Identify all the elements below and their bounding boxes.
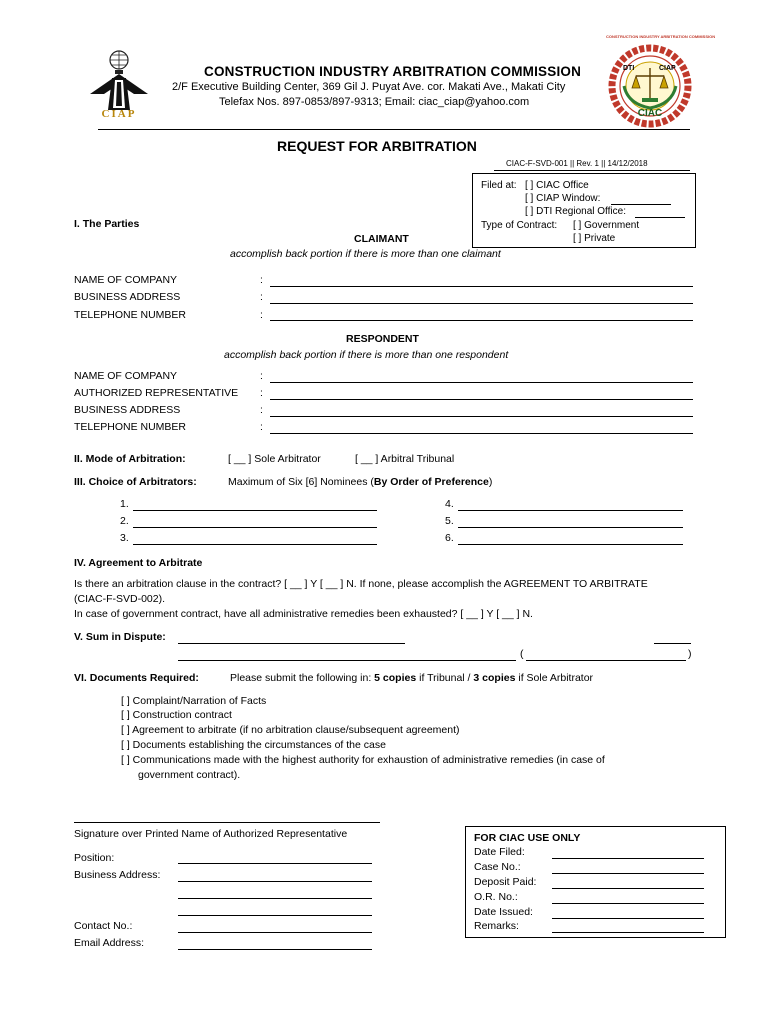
document-checkbox-item[interactable]: [ ] Agreement to arbitrate (if no arbitration clause/subsequent agreement)	[121, 724, 460, 736]
nominee-5-field[interactable]	[458, 527, 683, 528]
claimant-note: accomplish back portion if there is more than one claimant	[230, 248, 501, 260]
section-mode: II. Mode of Arbitration:	[74, 453, 186, 465]
dti-office-line[interactable]	[635, 217, 685, 218]
remarks-field[interactable]	[552, 932, 704, 933]
filed-at-ciap-window[interactable]: [ ] CIAP Window:	[525, 193, 601, 204]
nominee-number: 3.	[120, 532, 129, 544]
nominee-4-field[interactable]	[458, 510, 683, 511]
header-divider	[98, 129, 690, 130]
claimant-address-label: BUSINESS ADDRESS	[74, 291, 181, 303]
position-field[interactable]	[178, 863, 372, 864]
date-issued-label: Date Issued:	[474, 906, 533, 918]
ciac-logo-ciap: CIAP	[659, 65, 676, 72]
agreement-question-2: In case of government contract, have all administrative remedies been exhausted? [ __ ] Y [ __ ] N.	[74, 608, 533, 620]
date-issued-field[interactable]	[552, 918, 704, 919]
colon: :	[260, 309, 263, 321]
respondent-phone-field[interactable]	[270, 433, 693, 434]
section-documents: VI. Documents Required:	[74, 672, 199, 684]
respondent-note: accomplish back portion if there is more than one respondent	[224, 349, 509, 361]
form-code: CIAC-F-SVD-001 || Rev. 1 || 14/12/2018	[506, 159, 648, 168]
email-address-field[interactable]	[178, 949, 372, 950]
nominee-number: 4.	[445, 498, 454, 510]
documents-intro-b: 5 copies	[374, 672, 417, 684]
or-no-field[interactable]	[552, 903, 704, 904]
contact-no-field[interactable]	[178, 932, 372, 933]
claimant-heading: CLAIMANT	[354, 233, 409, 245]
case-no-label: Case No.:	[474, 861, 521, 873]
document-checkbox-item[interactable]: [ ] Communications made with the highest authority for exhaustion of administrative remedies (in case of	[121, 754, 605, 766]
business-address-field-1[interactable]	[178, 881, 372, 882]
documents-intro-c: if Tribunal /	[416, 672, 474, 684]
ciac-logo-text: CIAC	[637, 108, 663, 119]
choice-note-bold: By Order of Preference	[373, 476, 489, 488]
deposit-paid-label: Deposit Paid:	[474, 876, 537, 888]
remarks-label: Remarks:	[474, 920, 519, 932]
ciap-window-line[interactable]	[611, 204, 671, 205]
nominee-3-field[interactable]	[133, 544, 377, 545]
filed-at-label: Filed at:	[481, 180, 517, 191]
colon: :	[260, 274, 263, 286]
documents-intro-a: Please submit the following in:	[230, 672, 375, 684]
org-name: CONSTRUCTION INDUSTRY ARBITRATION COMMISSION	[204, 64, 582, 79]
sum-figures-field[interactable]	[526, 660, 686, 661]
filed-at-box	[472, 173, 696, 248]
claimant-phone-label: TELEPHONE NUMBER	[74, 309, 187, 321]
org-contacts: Telefax Nos. 897-0853/897-9313; Email: ciac_ciap@yahoo.com	[219, 96, 530, 108]
documents-intro	[230, 672, 593, 684]
ciac-logo-dti: DTI	[623, 65, 635, 72]
email-address-label: Email Address:	[74, 937, 145, 949]
sum-paren-close: )	[688, 648, 692, 660]
documents-intro-e: if Sole Arbitrator	[515, 672, 594, 684]
business-address-field-2[interactable]	[178, 898, 372, 899]
nominee-number: 6.	[445, 532, 454, 544]
contract-private[interactable]: [ ] Private	[573, 233, 616, 244]
org-address: 2/F Executive Building Center, 369 Gil J. Puyat Ave. cor. Makati Ave., Makati City	[172, 81, 566, 93]
colon: :	[260, 370, 263, 382]
colon: :	[260, 404, 263, 416]
section-parties: I. The Parties	[74, 218, 140, 230]
contract-type-label: Type of Contract:	[481, 220, 558, 231]
claimant-phone-field[interactable]	[270, 320, 693, 321]
signature-line[interactable]	[74, 822, 380, 823]
section-choice: III. Choice of Arbitrators:	[74, 476, 197, 488]
ciac-use-box	[465, 826, 726, 938]
choice-note-prefix: Maximum of Six [6] Nominees (	[228, 476, 374, 488]
respondent-address-field[interactable]	[270, 416, 693, 417]
documents-intro-d: 3 copies	[473, 672, 516, 684]
deposit-paid-field[interactable]	[552, 888, 704, 889]
contract-government[interactable]: [ ] Government	[573, 220, 640, 231]
nominee-number: 2.	[120, 515, 129, 527]
nominee-1-field[interactable]	[133, 510, 377, 511]
nominee-6-field[interactable]	[458, 544, 683, 545]
nominee-number: 5.	[445, 515, 454, 527]
date-filed-field[interactable]	[552, 858, 704, 859]
filed-at-ciac-office[interactable]: [ ] CIAC Office	[525, 180, 589, 191]
nominee-number: 1.	[120, 498, 129, 510]
ciac-logo	[606, 34, 716, 128]
respondent-heading: RESPONDENT	[346, 333, 419, 345]
sum-words-field-end[interactable]	[654, 643, 691, 644]
ciap-logo-text: CIAP	[101, 108, 137, 120]
sum-paren-open: (	[520, 648, 524, 660]
sum-words-field-2[interactable]	[178, 660, 516, 661]
respondent-representative-field[interactable]	[270, 399, 693, 400]
date-filed-label: Date Filed:	[474, 846, 525, 858]
business-address-field-3[interactable]	[178, 915, 372, 916]
document-checkbox-item[interactable]: [ ] Complaint/Narration of Facts	[121, 695, 267, 707]
choice-note	[228, 476, 492, 488]
document-checkbox-item[interactable]: [ ] Construction contract	[121, 709, 232, 721]
business-address-label: Business Address:	[74, 869, 161, 881]
sum-words-field[interactable]	[178, 643, 405, 644]
document-checkbox-item[interactable]: [ ] Documents establishing the circumstances of the case	[121, 739, 386, 751]
claimant-address-field[interactable]	[270, 303, 693, 304]
choice-note-suffix: )	[488, 476, 493, 488]
respondent-phone-label: TELEPHONE NUMBER	[74, 421, 187, 433]
code-underline	[494, 170, 690, 171]
respondent-company-field[interactable]	[270, 382, 693, 383]
section-sum: V. Sum in Dispute:	[74, 631, 166, 643]
form-title: REQUEST FOR ARBITRATION	[277, 138, 477, 154]
nominee-2-field[interactable]	[133, 527, 377, 528]
agreement-question-1-cont: (CIAC-F-SVD-002).	[74, 593, 166, 605]
mode-arbitral-tribunal[interactable]: [ __ ] Arbitral Tribunal	[355, 453, 455, 465]
ciap-logo	[86, 48, 152, 122]
filed-at-dti-office[interactable]: [ ] DTI Regional Office:	[525, 206, 626, 217]
mode-sole-arbitrator[interactable]: [ __ ] Sole Arbitrator	[228, 453, 321, 465]
colon: :	[260, 421, 263, 433]
position-label: Position:	[74, 852, 115, 864]
contact-no-label: Contact No.:	[74, 920, 133, 932]
respondent-representative-label: AUTHORIZED REPRESENTATIVE	[74, 387, 239, 399]
signature-label: Signature over Printed Name of Authorized Representative	[74, 828, 348, 840]
case-no-field[interactable]	[552, 873, 704, 874]
claimant-company-label: NAME OF COMPANY	[74, 274, 178, 286]
respondent-address-label: BUSINESS ADDRESS	[74, 404, 181, 416]
or-no-label: O.R. No.:	[474, 891, 518, 903]
ciac-ring-text: CONSTRUCTION INDUSTRY ARBITRATION COMMISSION	[606, 34, 716, 39]
document-item-continuation: government contract).	[138, 769, 241, 781]
colon: :	[260, 291, 263, 303]
claimant-company-field[interactable]	[270, 286, 693, 287]
respondent-company-label: NAME OF COMPANY	[74, 370, 178, 382]
colon: :	[260, 387, 263, 399]
ciac-use-heading: FOR CIAC USE ONLY	[474, 832, 581, 844]
section-agreement: IV. Agreement to Arbitrate	[74, 557, 203, 569]
agreement-question-1: Is there an arbitration clause in the contract? [ __ ] Y [ __ ] N. If none, please accomplish the AGREEMENT TO ARBITRATE	[74, 578, 648, 590]
